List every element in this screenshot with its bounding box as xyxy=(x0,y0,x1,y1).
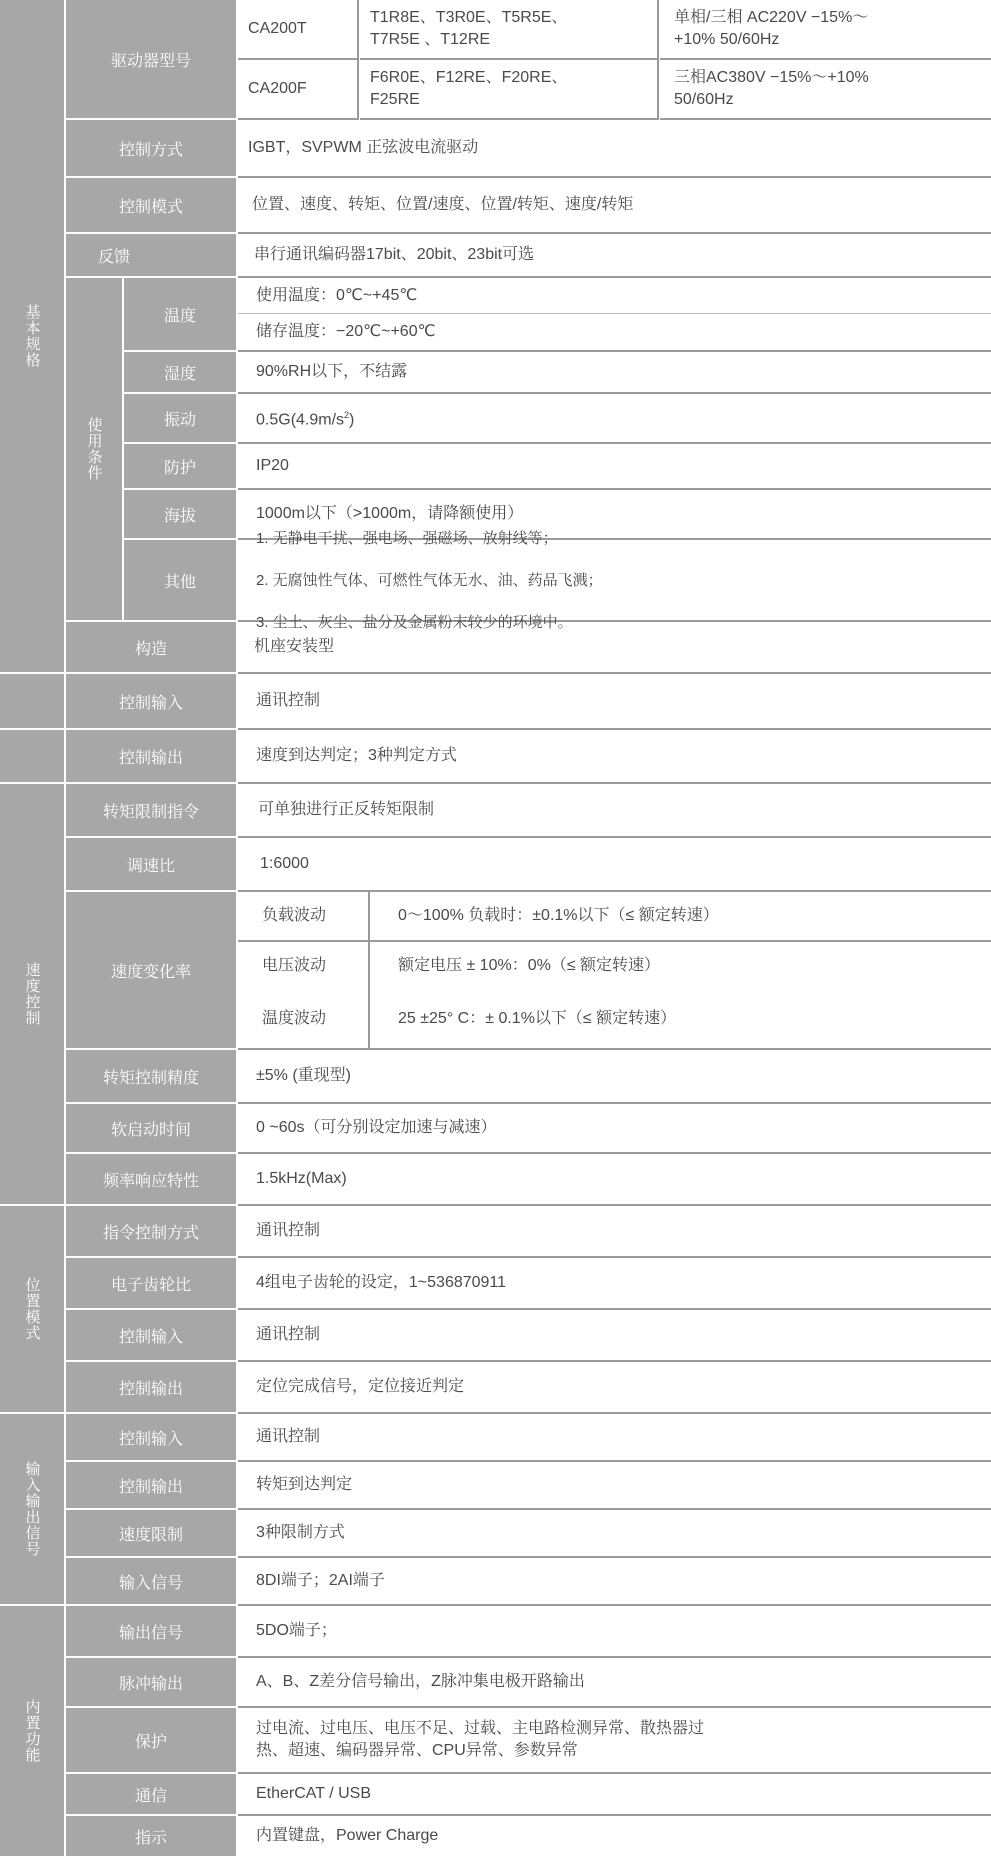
section-builtin-label: 内置功能 xyxy=(23,1699,41,1763)
section-io-label: 输入输出信号 xyxy=(23,1461,41,1557)
section-speed-label: 速度控制 xyxy=(23,962,41,1026)
label-vibration: 振动 xyxy=(124,394,236,442)
label-position-input: 控制输入 xyxy=(66,1310,236,1360)
value-pulse-output: A、B、Z差分信号输出，Z脉冲集电极开路输出 xyxy=(238,1658,991,1708)
value-control-method: IGBT，SVPWM 正弦波电流驱动 xyxy=(238,120,991,178)
section-io xyxy=(0,1414,64,1604)
value-input-signal: 8DI端子；2AI端子 xyxy=(238,1558,991,1606)
label-protection: 防护 xyxy=(124,444,236,488)
drive-models-ca200f: F6R0E、F12RE、F20RE、 F25RE xyxy=(360,60,658,120)
label-control-mode: 控制模式 xyxy=(66,178,236,232)
value-protect: 过电流、过电压、电压不足、过载、主电路检测异常、散热器过 热、超速、编码器异常、CPU异常、参数异常 xyxy=(238,1708,991,1774)
label-altitude: 海拔 xyxy=(124,490,236,538)
label-usage-conditions: 使用条件 xyxy=(66,278,122,620)
label-torque-limit: 转矩限制指令 xyxy=(66,784,236,836)
variation-label-voltage: 电压波动 xyxy=(262,957,327,974)
value-torque-limit: 可单独进行正反转矩限制 xyxy=(238,784,991,838)
label-drive-model: 驱动器型号 xyxy=(66,0,236,118)
value-speed-ratio: 1:6000 xyxy=(238,838,991,892)
value-indicator: 内置键盘，Power Charge xyxy=(256,1827,439,1844)
label-structure: 构造 xyxy=(66,622,236,672)
value-speed-limit: 3种限制方式 xyxy=(238,1510,991,1558)
label-control-method: 控制方式 xyxy=(66,120,236,176)
variation-label-temperature: 温度波动 xyxy=(238,990,368,1050)
label-control-output: 控制输出 xyxy=(66,730,236,782)
other-line-3: 3. 尘土、灰尘、盐分及金属粉末较少的环境中。 xyxy=(256,613,573,631)
label-temperature: 温度 xyxy=(124,278,236,350)
value-comm: EtherCAT / USB xyxy=(238,1774,991,1816)
value-io-input: 通讯控制 xyxy=(238,1414,991,1462)
value-freq-response: 1.5kHz(Max) xyxy=(238,1154,991,1206)
label-torque-precision: 转矩控制精度 xyxy=(66,1050,236,1102)
value-output-signal: 5DO端子； xyxy=(238,1606,991,1658)
label-comm: 通信 xyxy=(66,1774,236,1814)
section-control-output xyxy=(0,730,64,782)
label-pulse-output: 脉冲输出 xyxy=(66,1658,236,1706)
other-line-2: 2. 无腐蚀性气体、可燃性气体无水、油、药品飞溅； xyxy=(256,571,603,589)
label-indicator: 指示 xyxy=(66,1816,236,1856)
label-freq-response: 频率响应特性 xyxy=(66,1154,236,1204)
label-speed-limit: 速度限制 xyxy=(66,1510,236,1556)
section-basic xyxy=(0,0,64,672)
label-other: 其他 xyxy=(124,540,236,620)
label-output-signal: 输出信号 xyxy=(66,1606,236,1656)
section-position-label: 位置模式 xyxy=(23,1277,41,1341)
other-line-1: 1. 无静电干扰、强电场、强磁场、放射线等； xyxy=(256,529,558,547)
label-io-input: 控制输入 xyxy=(66,1414,236,1460)
section-basic-label: 基本规格 xyxy=(23,304,41,368)
section-speed xyxy=(0,784,64,1204)
value-protection: IP20 xyxy=(238,444,991,490)
variation-value-load: 0～100% 负载时：±0.1%以下（≤ 额定转速） xyxy=(370,892,991,942)
section-position xyxy=(0,1206,64,1412)
value-io-output: 转矩到达判定 xyxy=(238,1462,991,1510)
value-feedback: 串行通讯编码器17bit、20bit、23bit可选 xyxy=(238,234,991,278)
value-control-mode: 位置、速度、转矩、位置/速度、位置/转矩、速度/转矩 xyxy=(238,178,991,234)
value-control-output: 速度到达判定；3种判定方式 xyxy=(238,730,991,784)
label-soft-start: 软启动时间 xyxy=(66,1104,236,1152)
value-humidity: 90%RH以下，不结露 xyxy=(238,352,991,394)
value-position-input: 通讯控制 xyxy=(238,1310,991,1362)
value-temperature-storage: 储存温度：−20℃~+60℃ xyxy=(238,314,991,352)
value-structure: 机座安装型 xyxy=(238,622,991,674)
label-position-output: 控制输出 xyxy=(66,1362,236,1412)
label-speed-variation: 速度变化率 xyxy=(66,892,236,1048)
label-control-input: 控制输入 xyxy=(66,674,236,728)
label-speed-ratio: 调速比 xyxy=(66,838,236,890)
value-position-output: 定位完成信号，定位接近判定 xyxy=(238,1362,991,1414)
variation-divider xyxy=(368,892,370,1050)
label-electronic-gear: 电子齿轮比 xyxy=(66,1258,236,1308)
section-builtin xyxy=(0,1606,64,1856)
label-protect: 保护 xyxy=(66,1708,236,1772)
label-humidity: 湿度 xyxy=(124,352,236,392)
value-soft-start: 0 ~60s（可分别设定加速与减速） xyxy=(238,1104,991,1154)
drive-series-ca200f: CA200F xyxy=(238,60,358,120)
label-command-method: 指令控制方式 xyxy=(66,1206,236,1256)
drive-series-ca200t: CA200T xyxy=(238,0,358,60)
label-input-signal: 输入信号 xyxy=(66,1558,236,1604)
value-temperature-use: 使用温度：0℃~+45℃ xyxy=(238,278,991,314)
label-feedback: 反馈 xyxy=(66,234,236,276)
variation-label-load: 负载波动 xyxy=(238,892,368,942)
value-altitude: 1000m以下（>1000m，请降额使用） xyxy=(238,490,991,540)
drive-divider-2 xyxy=(657,0,659,120)
value-command-method: 通讯控制 xyxy=(238,1206,991,1258)
drive-power-ca200f: 三相AC380V −15%～+10% 50/60Hz xyxy=(660,60,991,120)
value-control-input: 通讯控制 xyxy=(238,674,991,730)
value-torque-precision: ±5% (重现型) xyxy=(238,1050,991,1104)
drive-divider-1 xyxy=(357,0,359,120)
section-control-input xyxy=(0,674,64,728)
value-vibration: $0.5G(4.9m/s^2)$ xyxy=(238,394,991,444)
label-io-output: 控制输出 xyxy=(66,1462,236,1508)
drive-models-ca200t: T1R8E、T3R0E、T5R5E、 T7R5E 、T12RE xyxy=(360,0,658,60)
variation-value-temperature: 25 ±25° C：± 0.1%以下（≤ 额定转速） xyxy=(370,990,991,1050)
value-other xyxy=(238,529,991,631)
variation-value-voltage: 额定电压 ± 10%：0%（≤ 额定转速） xyxy=(398,957,661,974)
drive-power-ca200t: 单相/三相 AC220V −15%～ +10% 50/60Hz xyxy=(660,0,991,60)
value-electronic-gear: 4组电子齿轮的设定，1~536870911 xyxy=(238,1258,991,1310)
